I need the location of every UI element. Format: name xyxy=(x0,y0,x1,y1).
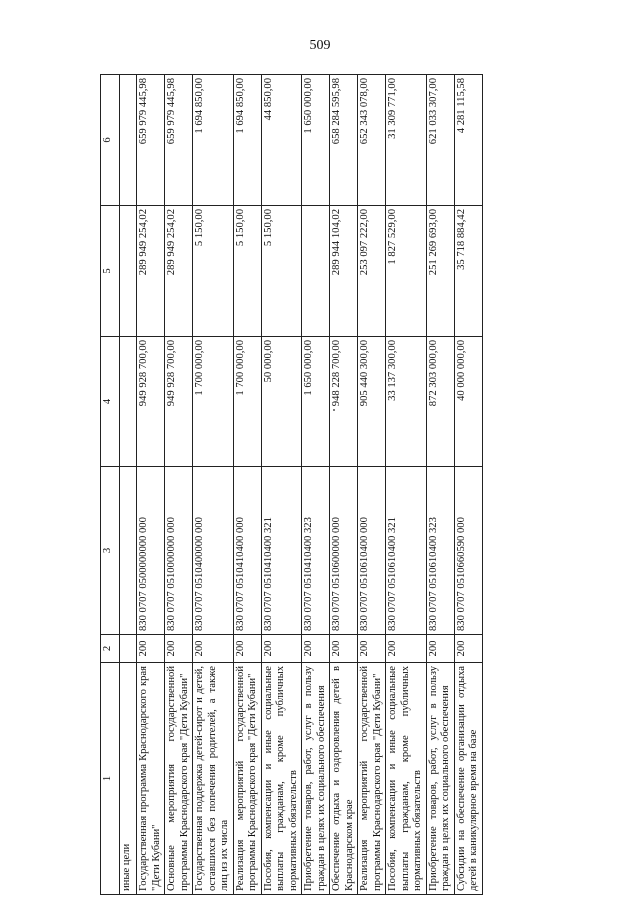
row-name: Обеспечение отдыха и оздоровления детей в Краснодарском крае xyxy=(330,663,358,895)
row-value-col5: 289 944 104,02 xyxy=(330,206,358,337)
page-number: 509 xyxy=(309,38,331,53)
subheading-row xyxy=(120,75,137,895)
row-name: Реализация мероприятий государственной программы Краснодарского края "Дети Кубани" xyxy=(233,663,261,895)
row-value-col6: 658 284 595,98 xyxy=(330,75,358,206)
row-value-col5: 253 097 222,00 xyxy=(358,206,386,337)
row-name: Субсидии на обеспечение организации отдыха детей в каникулярное время на базе xyxy=(454,663,482,895)
table-row xyxy=(137,75,165,895)
row-name: Реализация мероприятий государственной программы Краснодарского края "Дети Кубани" xyxy=(358,663,386,895)
row-value-col4: 905 440 300,00 xyxy=(358,337,386,467)
row-value-col5: 289 949 254,02 xyxy=(165,206,193,337)
row-code: 200 xyxy=(261,635,302,663)
row-value-col4: 949 928 700,00 xyxy=(165,337,193,467)
row-kbk: 830 0707 0510600000 000 xyxy=(330,467,358,635)
table-row xyxy=(165,75,193,895)
row-name: Пособия, компенсации и иные социальные выплаты гражданам, кроме публичных нормативных обязательств xyxy=(261,663,302,895)
row-name: Приобретение товаров, работ, услуг в пользу граждан в целях их социального обеспечения xyxy=(302,663,330,895)
row-code: 200 xyxy=(233,635,261,663)
table-row xyxy=(426,75,454,895)
row-value-col6: 44 850,00 xyxy=(261,75,302,206)
column-number: 4 xyxy=(101,337,120,467)
row-value-col5: 289 949 254,02 xyxy=(137,206,165,337)
table-row xyxy=(330,75,358,895)
row-name: Пособия, компенсации и иные социальные выплаты гражданам, кроме публичных нормативных обязательств xyxy=(386,663,427,895)
column-number: 1 xyxy=(101,663,120,895)
row-value-col6: 4 281 115,58 xyxy=(454,75,482,206)
table-row xyxy=(233,75,261,895)
row-value-col5: 5 150,00 xyxy=(193,206,234,337)
row-name: Государственная программа Краснодарского края "Дети Кубани" xyxy=(137,663,165,895)
row-kbk: 830 0707 0510660590 000 xyxy=(454,467,482,635)
row-value-col4: 1 650 000,00 xyxy=(302,337,330,467)
budget-table xyxy=(100,74,483,895)
row-value-col4: 949 928 700,00 xyxy=(137,337,165,467)
row-value-col4: 40 000 000,00 xyxy=(454,337,482,467)
row-name: Приобретение товаров, работ, услуг в пользу граждан в целях их социального обеспечения xyxy=(426,663,454,895)
row-value-col5: 1 827 529,00 xyxy=(386,206,427,337)
rotated-table-container xyxy=(100,75,628,895)
row-value-col4: 948 228 700,00 xyxy=(330,337,358,467)
row-code: 200 xyxy=(454,635,482,663)
row-value-col6: 659 979 445,98 xyxy=(165,75,193,206)
row-value-col6: 1 650 000,00 xyxy=(302,75,330,206)
row-code: 200 xyxy=(330,635,358,663)
table-row xyxy=(302,75,330,895)
column-number: 5 xyxy=(101,206,120,337)
row-value-col4: 1 700 000,00 xyxy=(233,337,261,467)
row-kbk: 830 0707 0510410400 321 xyxy=(261,467,302,635)
row-name: Основные мероприятия государственной программы Краснодарского края "Дети Кубани" xyxy=(165,663,193,895)
row-value-col6: 31 309 771,00 xyxy=(386,75,427,206)
row-value-col5: 5 150,00 xyxy=(261,206,302,337)
subheading-text: иные цели xyxy=(120,663,137,895)
row-kbk: 830 0707 0510400000 000 xyxy=(193,467,234,635)
row-code: 200 xyxy=(165,635,193,663)
table-row xyxy=(261,75,302,895)
row-code: 200 xyxy=(193,635,234,663)
column-number: 3 xyxy=(101,467,120,635)
column-number: 6 xyxy=(101,75,120,206)
row-value-col4: 872 303 000,00 xyxy=(426,337,454,467)
row-code: 200 xyxy=(426,635,454,663)
row-value-col6: 1 694 850,00 xyxy=(193,75,234,206)
table-row xyxy=(193,75,234,895)
row-value-col6: 659 979 445,98 xyxy=(137,75,165,206)
column-number-row xyxy=(101,75,120,895)
row-kbk: 830 0707 0510000000 000 xyxy=(165,467,193,635)
table-row xyxy=(454,75,482,895)
row-value-col5: 5 150,00 xyxy=(233,206,261,337)
row-value-col5 xyxy=(302,206,330,337)
table-row xyxy=(358,75,386,895)
row-value-col5: 35 718 884,42 xyxy=(454,206,482,337)
row-value-col4: 33 137 300,00 xyxy=(386,337,427,467)
row-kbk: 830 0707 0510610400 321 xyxy=(386,467,427,635)
table-row xyxy=(386,75,427,895)
row-kbk: 830 0707 0510410400 000 xyxy=(233,467,261,635)
row-code: 200 xyxy=(137,635,165,663)
row-value-col4: 50 000,00 xyxy=(261,337,302,467)
column-number: 2 xyxy=(101,635,120,663)
row-kbk: 830 0707 0510410400 323 xyxy=(302,467,330,635)
row-value-col6: 652 343 078,00 xyxy=(358,75,386,206)
row-code: 200 xyxy=(386,635,427,663)
row-kbk: 830 0707 0500000000 000 xyxy=(137,467,165,635)
row-value-col4: 1 700 000,00 xyxy=(193,337,234,467)
row-value-col5: 251 269 693,00 xyxy=(426,206,454,337)
row-name: Государственная поддержка детей-сирот и детей, оставшихся без попечения родителей, а также лиц из их числа xyxy=(193,663,234,895)
row-code: 200 xyxy=(302,635,330,663)
row-value-col6: 621 033 307,00 xyxy=(426,75,454,206)
row-value-col6: 1 694 850,00 xyxy=(233,75,261,206)
row-kbk: 830 0707 0510610400 323 xyxy=(426,467,454,635)
row-kbk: 830 0707 0510610400 000 xyxy=(358,467,386,635)
row-code: 200 xyxy=(358,635,386,663)
